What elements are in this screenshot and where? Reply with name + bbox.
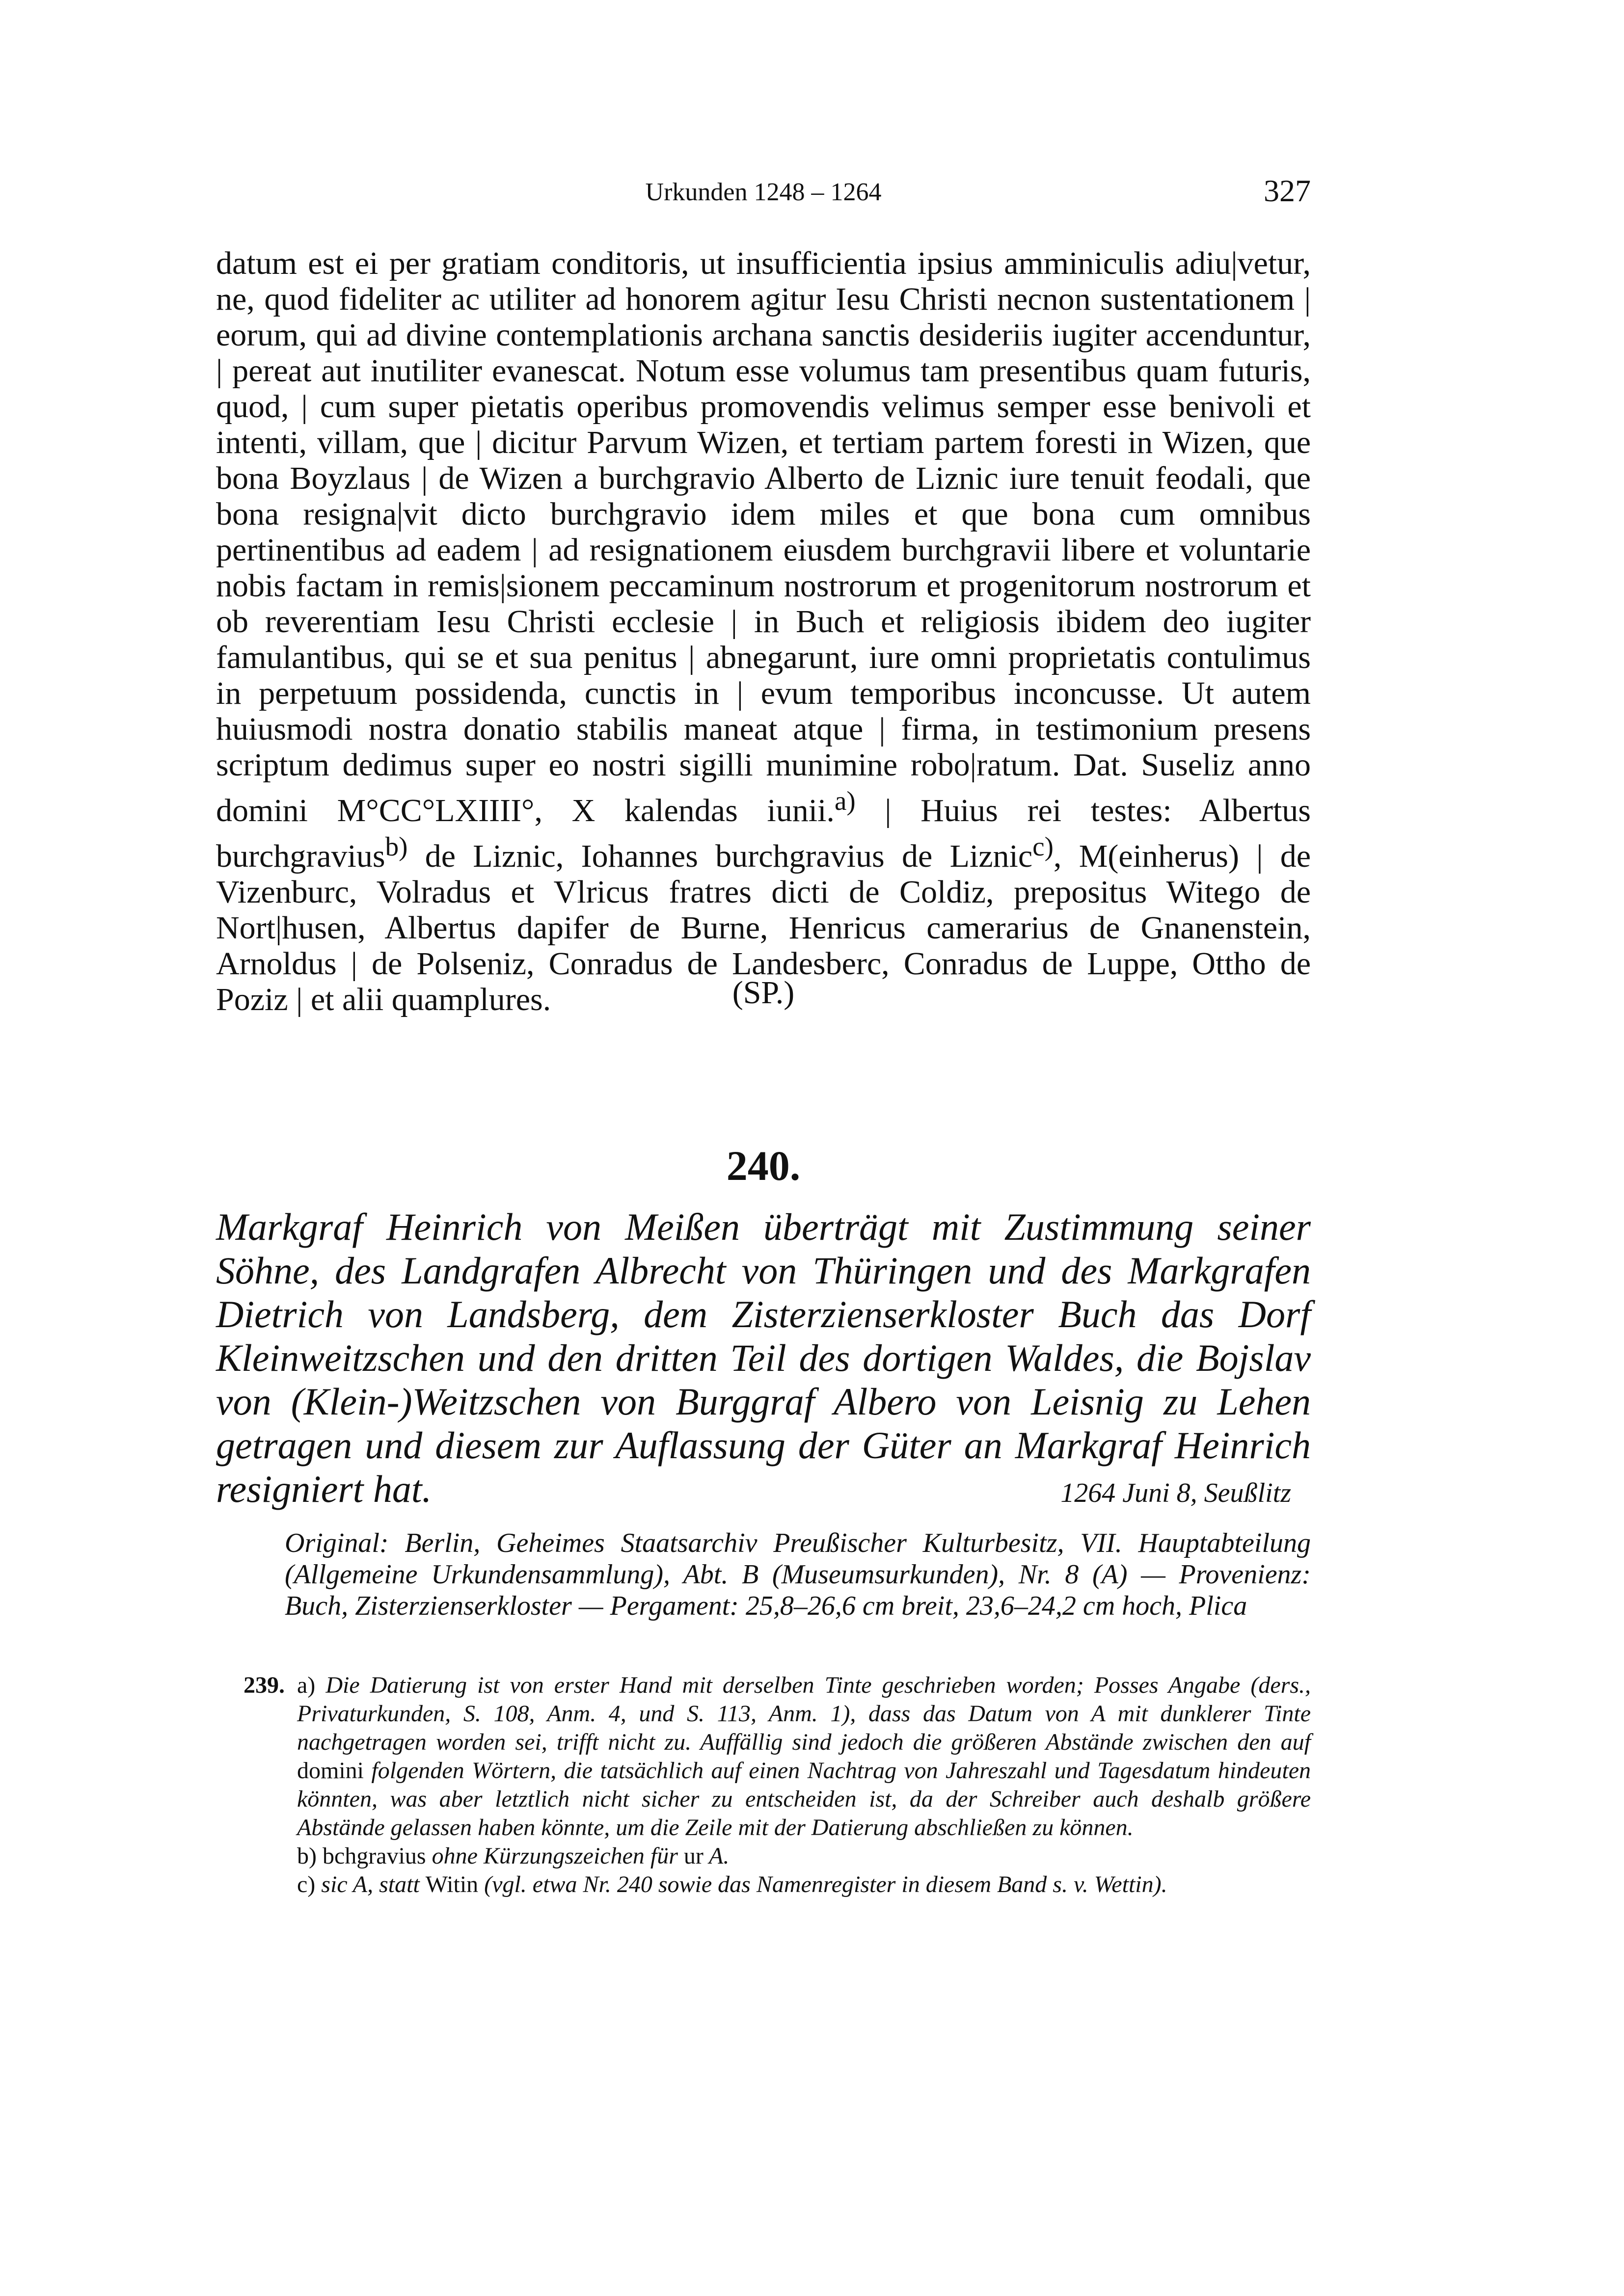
charter-text-part-4: , M(einherus) | de Vizenburc, Volradus et Vlricus fratres dicti de Coldiz, prepositus Witego de Nort|husen, Albertus dapifer de Burne, Henricus camerarius de Gnanenstein, Arnoldus | de Polseniz, Conradus de Landesberc, Conradus de Luppe, Ottho de Poziz | et alii quamplures.: [216, 838, 1311, 1017]
note-ref-a: a): [834, 786, 856, 816]
note-label-b: b): [297, 1843, 317, 1869]
note-b-text-2: A.: [703, 1843, 730, 1869]
date-place: 1264 Juni 8, Seußlitz: [1060, 1478, 1291, 1508]
charter-text-part-2: | Huius rei testes: Albertus burchgravius: [216, 793, 1311, 874]
note-label-a: a): [297, 1672, 316, 1698]
running-title: Urkunden 1248 – 1264: [645, 178, 882, 206]
running-head: [216, 173, 1311, 212]
charter-text-part-1: datum est ei per gratiam conditoris, ut insufficientia ipsius amminiculis adiu|vetur, ne, quod fideliter ac utiliter ad honorem agitur Iesu Christi necnon sustentationem | eorum, qui ad divine contemplationis archana sanctis desideriis iugiter accenduntur, | pereat aut inutiliter evanescat. Notum esse volumus tam presentibus quam futuris, quod, | cum super pietatis operibus promovendis velimus semper esse benivoli et intenti, villam, que | dicitur Parvum Wizen, et tertiam partem foresti in Wizen, que bona Boyzlaus | de Wizen a burchgravio Alberto de Liznic iure tenuit feodali, que bona resigna|vit dicto burchgravio idem miles et que bona cum omnibus pertinentibus ad eadem | ad resignationem eiusdem burchgravii libere et voluntarie nobis factam in remis|sionem peccaminum nostrorum et progenitorum nostrorum et ob reverentiam Iesu Christi ecclesie | in Buch et religiosis ibidem deo iugiter famulantibus, qui se et sua penitus | abnegarunt, iure omni proprietatis contulimus in perpetuum possidenda, cunctis in | evum temporibus inconcusse. Ut autem huiusmodi nostra donatio stabilis maneat atque | firma, in testimonium presens scriptum dedimus super eo nostri sigilli munimine robo|ratum. Dat. Suseliz anno domini M°CC°LXIIII°, X kalendas iunii.: [216, 245, 1311, 828]
page-number: 327: [1264, 173, 1311, 208]
note-ref-b: b): [385, 831, 408, 861]
note-a-word: domini: [297, 1758, 364, 1784]
note-ref-c: c): [1032, 831, 1054, 861]
seal-mark: (SP.): [732, 975, 795, 1011]
charter-text: [216, 245, 1311, 1017]
note-b-word-2: ur: [683, 1843, 704, 1869]
apparatus-note-b: [297, 1842, 1311, 1870]
apparatus-notes: [297, 1671, 1311, 1899]
note-c-text-2: (vgl. etwa Nr. 240 sowie das Namenregister in diesem Band s. v. Wettin).: [478, 1871, 1167, 1897]
note-c-word: Witin: [425, 1871, 479, 1897]
note-a-text-2: folgenden Wörtern, die tatsächlich auf einen Nachtrag von Jahreszahl und Tagesdatum hindeuten könnten, was aber letztlich nicht sicher zu entscheiden ist, da der Schreiber auch deshalb größere Abstände gelassen haben könnte, um die Zeile mit der Datierung abschließen zu können.: [297, 1758, 1311, 1841]
document-number: 240.: [726, 1142, 801, 1189]
regest-summary: Markgraf Heinrich von Meißen überträgt mit Zustimmung seiner Söhne, des Landgrafen Albrecht von Thüringen und des Markgrafen Dietrich von Landsberg, dem Zisterzienserkloster Buch das Dorf Kleinweitzschen und den dritten Teil des dortigen Waldes, die Bojslav von (Klein-)Weitzschen von Burggraf Albero von Leisnig zu Lehen getragen und diesem zur Auflassung der Güter an Markgraf Heinrich resigniert hat.: [216, 1205, 1311, 1510]
charter-paragraph: [216, 245, 1311, 1017]
note-b-text-1: ohne Kürzungszeichen für: [426, 1843, 684, 1869]
tradition-note: Original: Berlin, Geheimes Staatsarchiv Preußischer Kulturbesitz, VII. Hauptabteilung (Allgemeine Urkundensammlung), Abt. B (Museumsurkunden), Nr. 8 (A) — Provenienz: Buch, Zisterzienserkloster — Pergament: 25,8–26,6 cm breit, 23,6–24,2 cm hoch, Plica: [285, 1528, 1311, 1621]
apparatus-note-c: [297, 1870, 1311, 1899]
apparatus-number: 239.: [244, 1672, 285, 1698]
note-b-word: bchgravius: [316, 1843, 426, 1869]
note-label-c: c): [297, 1871, 316, 1897]
charter-text-part-3: de Liznic, Iohannes burchgravius de Liznic: [407, 838, 1033, 874]
note-a-text-1: Die Datierung ist von erster Hand mit derselben Tinte geschrieben worden; Posses Angabe (ders., Privaturkunden, S. 108, Anm. 4, und S. 113, Anm. 1), dass das Datum von A mit dunklerer Tinte nachgetragen worden sei, trifft nicht zu. Auffällig sind jedoch die größeren Abstände zwischen den auf: [297, 1672, 1311, 1755]
note-c-text-1: sic A, statt: [315, 1871, 426, 1897]
apparatus-note-a: [297, 1671, 1311, 1842]
critical-apparatus: [216, 1671, 1311, 1899]
